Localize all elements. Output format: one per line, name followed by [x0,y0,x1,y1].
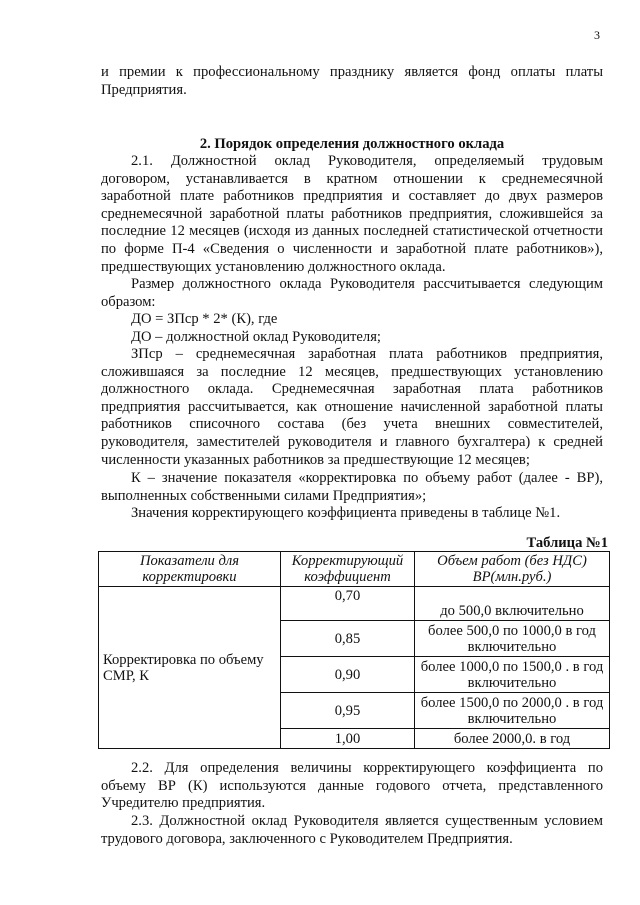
coefficient-cell: 0,85 [281,621,415,657]
header-coefficient: Корректирующий коэффициент [281,552,415,587]
table-header-row [99,552,610,587]
volume-cell: более 2000,0. в год [415,729,610,749]
paragraph-2-2: 2.2. Для определения величины корректирующего коэффициента по объему ВР (К) используются данные годового отчета, представленного Учредителю предприятия. [101,760,603,812]
volume-cell: более 500,0 по 1000,0 в год включительно [415,621,610,657]
volume-cell: до 500,0 включительно [415,587,610,621]
table-reference: Значения корректирующего коэффициента приведены в таблице №1. [131,505,561,521]
intro-paragraph: и премии к профессиональному празднику является фонд оплаты платы Предприятия. [101,64,603,98]
header-volume: Объем работ (без НДС) ВР(млн.руб.) [415,552,610,587]
paragraph-2-3: 2.3. Должностной оклад Руководителя является существенным условием трудового договора, заключенного с Руководителем Предприятия. [101,813,603,847]
formula: ДО = ЗПср * 2* (К), где [131,311,278,327]
table-row [99,587,610,621]
definition-k: К – значение показателя «корректировка по объему работ (далее - ВР), выполненных собственными силами Предприятия»; [101,470,603,504]
indicator-cell: Корректировка по объему СМР, К [99,587,281,749]
coefficient-table [98,551,610,749]
coefficient-cell: 1,00 [281,729,415,749]
header-indicator: Показатели для корректировки [99,552,281,587]
definition-do: ДО – должностной оклад Руководителя; [131,329,381,345]
section-heading: 2. Порядок определения должностного оклада [199,136,505,152]
coefficient-cell: 0,90 [281,657,415,693]
definition-zp: ЗПср – среднемесячная заработная плата работников предприятия, сложившаяся за последние 12 месяцев, предшествующих установлению должностного оклада. Среднемесячная заработная плата работников предприятия рассчитывается, как отношение начисленной заработной платы работников списочного состава (без учета внешних совместителей, руководителя, заместителей руководителя и главного бухгалтера) к средней численности указанных работников за предшествующие 12 месяцев; [101,346,603,468]
coefficient-cell: 0,70 [281,587,415,621]
table-caption: Таблица №1 [526,535,608,551]
calc-paragraph: Размер должностного оклада Руководителя рассчитывается следующим образом: [101,276,603,310]
paragraph-2-1: 2.1. Должностной оклад Руководителя, определяемый трудовым договором, устанавливается в кратном отношении к среднемесячной заработной плате работников предприятия и составляет до двух размеров среднемесячной заработной платы работников предприятия, сложившейся за последние 12 месяцев (исходя из данных последней статистической отчетности по форме П-4 «Сведения о численности и заработной плате работников»), предшествующих установлению должностного оклада. [101,153,603,275]
volume-cell: более 1000,0 по 1500,0 . в год включительно [415,657,610,693]
coefficient-cell: 0,95 [281,693,415,729]
page-number: 3 [594,28,600,42]
volume-cell: более 1500,0 по 2000,0 . в год включительно [415,693,610,729]
